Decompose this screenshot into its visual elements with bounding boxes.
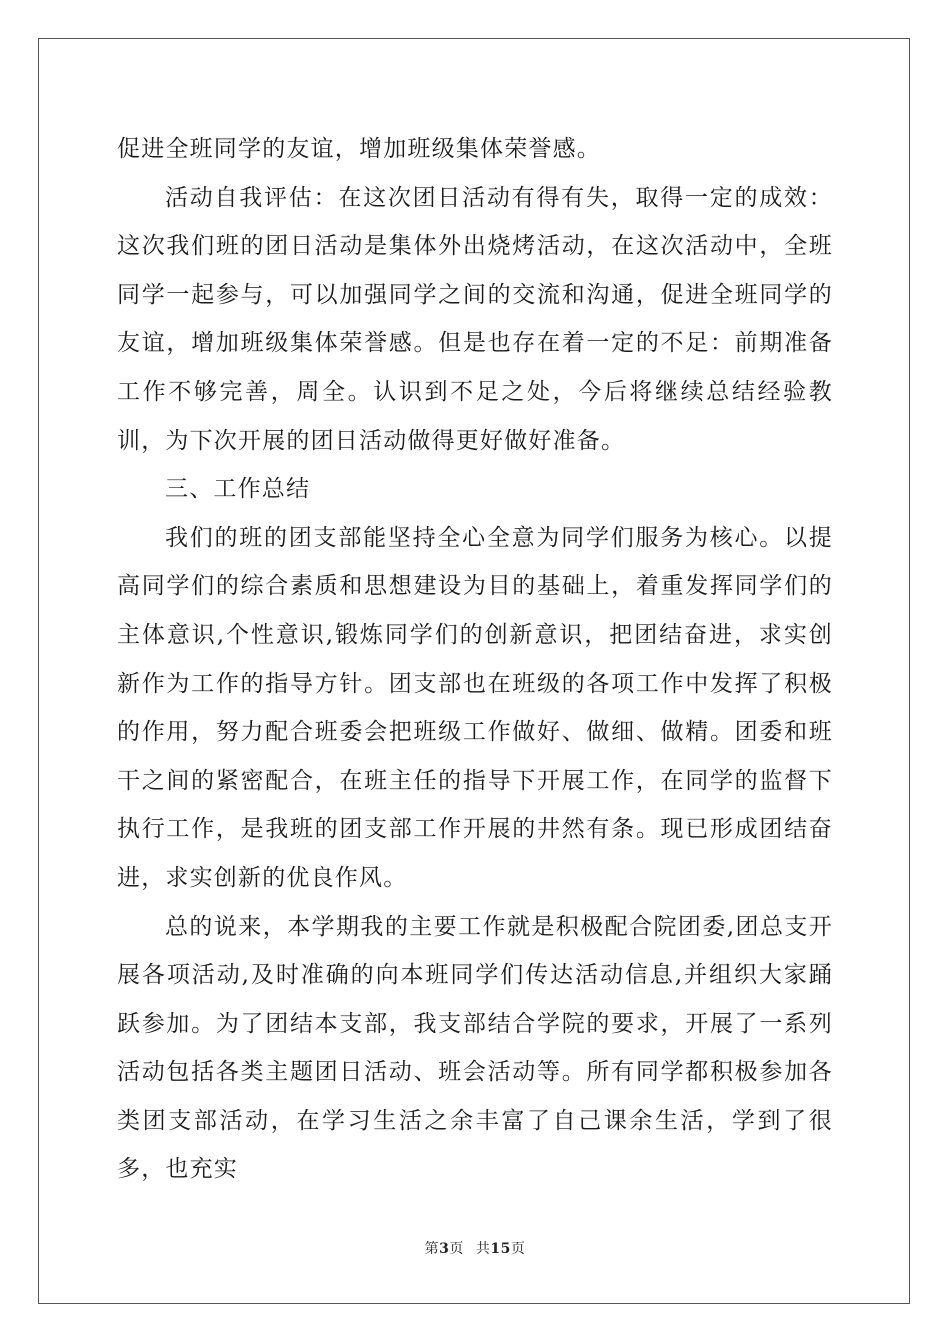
section-heading-work-summary: 三、工作总结	[165, 476, 311, 503]
total-suffix: 页	[510, 1241, 526, 1257]
paragraph-overall-summary: 总的说来，本学期我的主要工作就是积极配合院团委,团总支开展各项活动,及时准确的向本班同学们传达活动信息,并组织大家踊跃参加。为了团结本支部，我支部结合学院的要求，开展了一系列活动包括各类主题团日活动、班会活动等。所有同学都积极参加各类团支部活动，在学习生活之余丰富了自己课余生活，学到了很多，也充实	[117, 913, 833, 1183]
page-prefix: 第	[424, 1241, 440, 1257]
paragraph-continuation: 促进全班同学的友谊，增加班级集体荣誉感。	[117, 136, 601, 162]
paragraph-activity-evaluation: 活动自我评估：在这次团日活动有得有失，取得一定的成效：这次我们班的团日活动是集体外出烧烤活动，在这次活动中，全班同学一起参与，可以加强同学之间的交流和沟通，促进全班同学的友谊，增加班级集体荣誉感。但是也存在着一定的不足：前期准备工作不够完善，周全。认识到不足之处，今后将继续总结经验教训，为下次开展的团日活动做得更好做好准备。	[117, 184, 833, 454]
paragraph-league-branch: 我们的班的团支部能坚持全心全意为同学们服务为核心。以提高同学们的综合素质和思想建设为目的基础上，着重发挥同学们的主体意识,个性意识,锻炼同学们的创新意识，把团结奋进，求实创新作为工作的指导方针。团支部也在班级的各项工作中发挥了积极的作用，努力配合班委会把班级工作做好、做细、做精。团委和班干之间的紧密配合，在班主任的指导下开展工作，在同学的监督下执行工作，是我班的团支部工作开展的井然有条。现已形成团结奋进，求实创新的优良作风。	[117, 524, 833, 891]
current-page-number: 3	[439, 1241, 450, 1257]
total-page-count: 15	[490, 1241, 511, 1257]
page-suffix: 页	[449, 1241, 464, 1257]
page-footer	[0, 1238, 950, 1258]
document-body	[117, 125, 833, 1194]
total-prefix: 共	[475, 1241, 491, 1257]
